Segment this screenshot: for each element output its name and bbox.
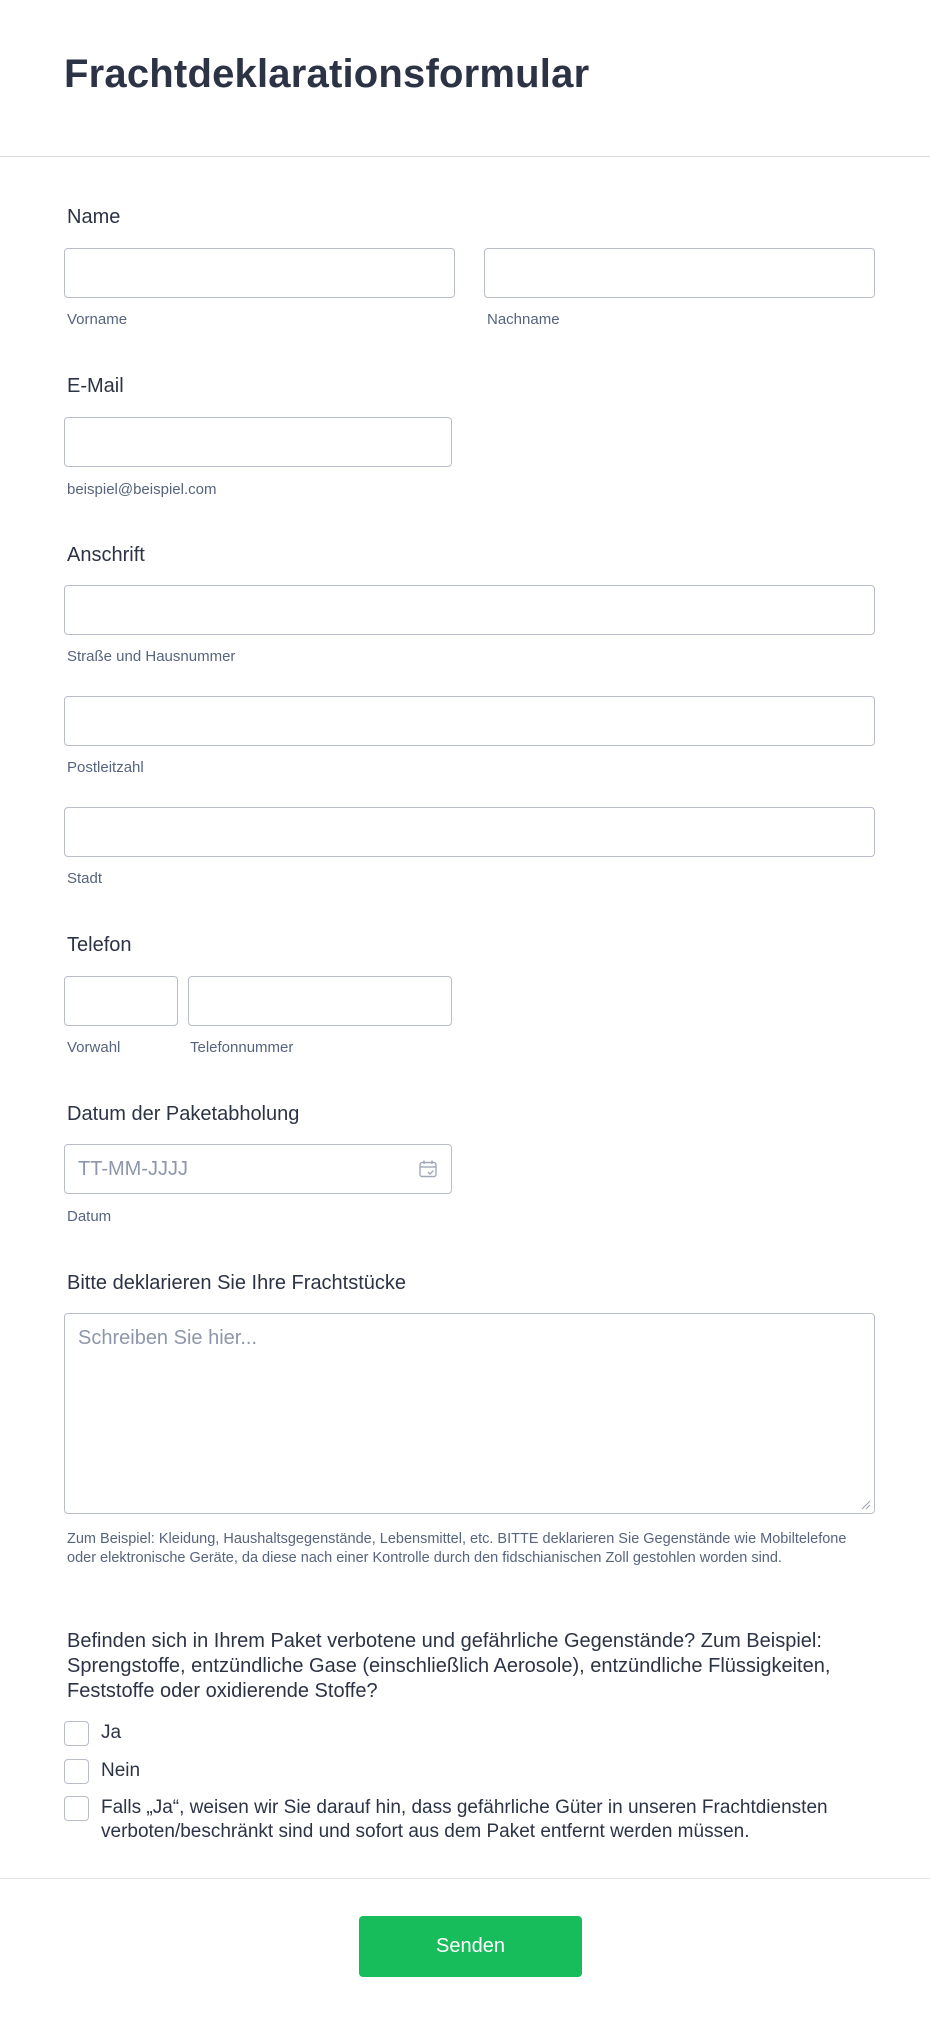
name-label: Name <box>67 206 121 228</box>
checkbox-acknowledge[interactable] <box>64 1796 89 1821</box>
email-label: E-Mail <box>67 375 124 397</box>
zip-sublabel: Postleitzahl <box>67 759 144 776</box>
resize-handle-icon[interactable] <box>861 1500 871 1510</box>
last-name-input[interactable] <box>484 248 875 298</box>
pickup-date-input[interactable] <box>64 1144 452 1194</box>
checkbox-nein[interactable] <box>64 1759 89 1784</box>
declaration-textarea[interactable] <box>64 1313 875 1514</box>
dangerous-goods-question: Befinden sich in Ihrem Paket verbotene und gefährliche Gegenstände? Zum Beispiel: Sprengstoffe, entzündliche Gase (einschließlich Aerosole), entzündliche Flüssigkeiten, Feststoffe oder oxidierende Stoffe? <box>67 1630 831 1702</box>
first-name-input[interactable] <box>64 248 455 298</box>
option-label-ja[interactable]: Ja <box>101 1722 122 1743</box>
city-sublabel: Stadt <box>67 870 103 887</box>
declaration-label: Bitte deklarieren Sie Ihre Frachtstücke <box>67 1272 407 1294</box>
form-title: Frachtdeklarationsformular <box>64 52 590 96</box>
phone-number-input[interactable] <box>188 976 452 1026</box>
form-header <box>0 0 930 157</box>
city-input[interactable] <box>64 807 875 857</box>
last-name-sublabel: Nachname <box>487 311 560 328</box>
pickup-date-label: Datum der Paketabholung <box>67 1103 300 1125</box>
declaration-hint: Zum Beispiel: Kleidung, Haushaltsgegenstände, Lebensmittel, etc. BITTE deklarieren Sie Gegenstände wie Mobiltelefone oder elektronische Geräte, da diese nach einer Kontrolle durch den fidschianischen Zoll gestohlen worden sind. <box>67 1531 847 1566</box>
pickup-date-placeholder: TT-MM-JJJJ <box>78 1158 188 1180</box>
checkbox-ja[interactable] <box>64 1721 89 1746</box>
phone-label: Telefon <box>67 934 132 956</box>
street-sublabel: Straße und Hausnummer <box>67 648 236 665</box>
calendar-icon[interactable] <box>418 1159 438 1179</box>
street-input[interactable] <box>64 585 875 635</box>
area-code-sublabel: Vorwahl <box>67 1039 121 1056</box>
email-input[interactable] <box>64 417 452 467</box>
address-label: Anschrift <box>67 544 145 566</box>
first-name-sublabel: Vorname <box>67 311 128 328</box>
zip-input[interactable] <box>64 696 875 746</box>
option-label-nein[interactable]: Nein <box>101 1760 141 1781</box>
pickup-date-sublabel: Datum <box>67 1208 112 1225</box>
submit-button[interactable]: Senden <box>359 1916 582 1977</box>
option-label-acknowledge[interactable]: Falls „Ja“, weisen wir Sie darauf hin, dass gefährliche Güter in unseren Frachtdiensten verboten/beschränkt sind und sofort aus dem Paket entfernt werden müssen. <box>101 1797 828 1842</box>
area-code-input[interactable] <box>64 976 178 1026</box>
declaration-placeholder: Schreiben Sie hier... <box>78 1327 257 1349</box>
footer-divider <box>0 1878 930 1879</box>
email-sublabel: beispiel@beispiel.com <box>67 481 217 498</box>
phone-number-sublabel: Telefonnummer <box>190 1039 294 1056</box>
